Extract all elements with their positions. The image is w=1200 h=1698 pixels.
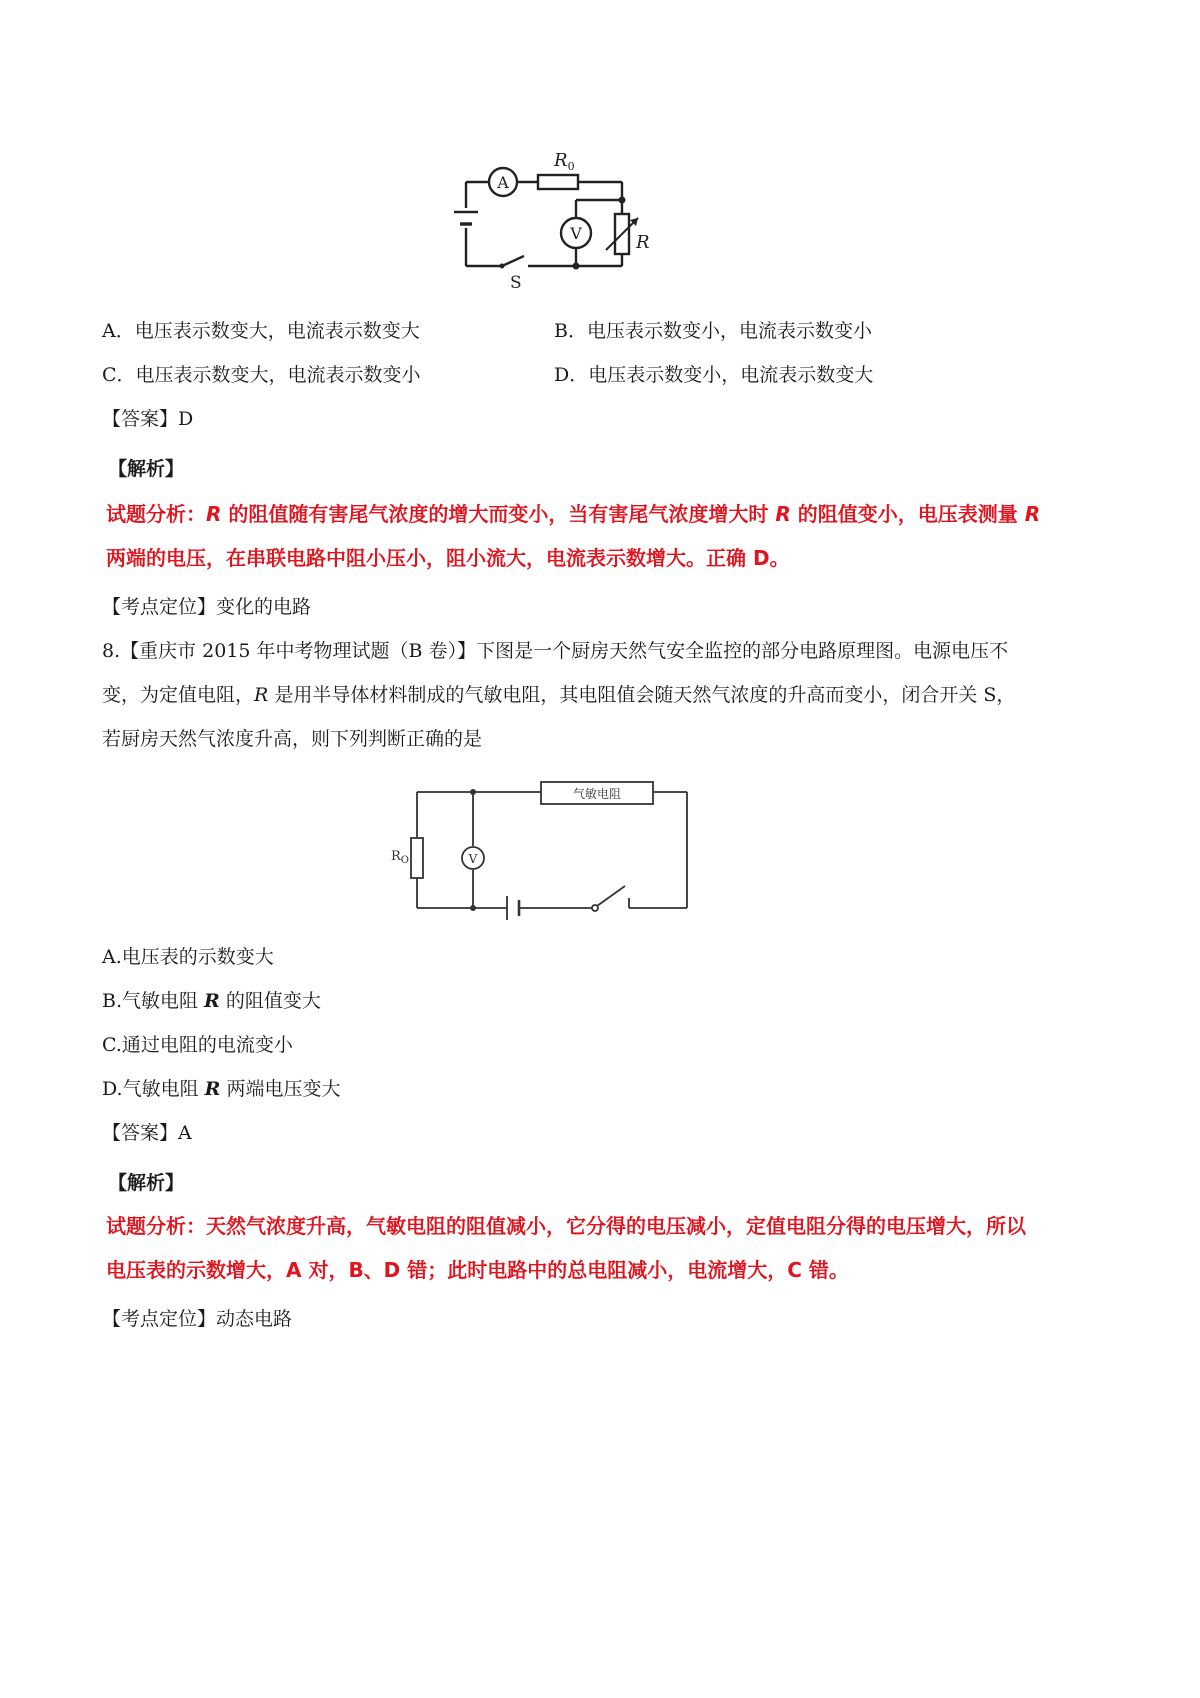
- q8-option-c: C.通过电阻的电流变小: [102, 1034, 293, 1056]
- q8-stem-line3: 若厨房天然气浓度升高，则下列判断正确的是: [102, 728, 483, 750]
- q8-answer: 【答案】A: [102, 1122, 192, 1144]
- svg-text:V: V: [468, 852, 478, 866]
- q7-option-c: C．电压表示数变大，电流表示数变小: [102, 364, 421, 386]
- q7-option-d: D．电压表示数变小，电流表示数变大: [554, 364, 874, 386]
- svg-text:A: A: [497, 173, 509, 192]
- q8-analysis-line2: 电压表的示数增大，A 对，B、D 错；此时电路中的总电阻减小，电流增大，C 错。: [106, 1258, 849, 1282]
- svg-text:S: S: [510, 273, 522, 293]
- q7-circuit-diagram: [450, 140, 710, 310]
- q8-stem-line1: 8.【重庆市 2015 年中考物理试题（B 卷）】下图是一个厨房天然气安全监控的部分电路原理图。电源电压不: [102, 640, 1009, 662]
- q7-option-b: B．电压表示数变小，电流表示数变小: [554, 320, 872, 342]
- switch-symbol: [502, 256, 524, 266]
- svg-text:R0: $R_0$: [554, 150, 575, 173]
- q8-option-b: B.气敏电阻 R 的阻值变大: [102, 990, 321, 1012]
- fixed-resistor-r0: [538, 175, 578, 189]
- q8-analysis-line1: 试题分析：天然气浓度升高，气敏电阻的阻值减小，它分得的电压减小，定值电阻分得的电压增大，所以: [106, 1214, 1026, 1238]
- svg-text:V: V: [570, 224, 582, 243]
- q8-switch-symbol: [597, 886, 625, 906]
- q7-analysis-line1: 试题分析：R 的阻值随有害尾气浓度的增大而变小，当有害尾气浓度增大时 R 的阻值变小，电压表测量 R: [106, 502, 1041, 526]
- q8-fixed-resistor-r0: [411, 838, 423, 878]
- q7-analysis-line2: 两端的电压，在串联电路中阻小压小，阻小流大，电流表示数增大。正确 D。: [106, 546, 790, 570]
- svg-text:RO: $R_O$: [391, 849, 409, 866]
- q8-option-d: D.气敏电阻 R 两端电压变大: [102, 1078, 341, 1100]
- svg-text:R: R: [636, 232, 650, 253]
- q7-point: 【考点定位】变化的电路: [102, 596, 312, 618]
- q8-point: 【考点定位】动态电路: [102, 1308, 293, 1330]
- svg-text:气敏电阻: 气敏电阻: [572, 787, 622, 801]
- q7-option-a: A．电压表示数变大，电流表示数变大: [102, 320, 420, 342]
- q7-analysis-label: 【解析】: [108, 458, 185, 480]
- q7-answer: 【答案】D: [102, 408, 194, 430]
- q8-stem-line2: 变，为定值电阻，R 是用半导体材料制成的气敏电阻，其电阻值会随天然气浓度的升高而变小，闭合开关 S，: [102, 684, 1016, 706]
- q8-option-a: A.电压表的示数变大: [102, 946, 274, 968]
- q8-analysis-label: 【解析】: [108, 1172, 185, 1194]
- q8-circuit-diagram: [385, 770, 705, 920]
